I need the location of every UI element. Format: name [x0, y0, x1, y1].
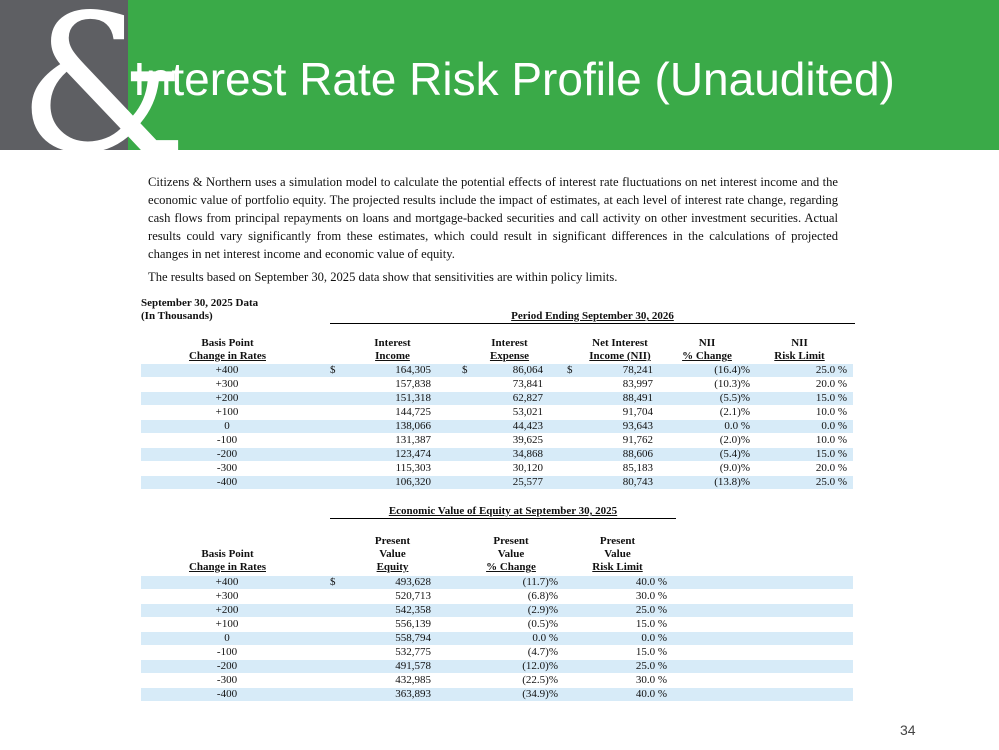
interest-income-cell: 144,725 — [395, 406, 431, 418]
eve-risk-limit-cell: 30.0 % — [635, 590, 667, 602]
present-value-equity-cell: 558,794 — [395, 632, 431, 644]
eve-table-row — [141, 674, 853, 687]
interest-expense-cell: 53,021 — [512, 406, 543, 418]
present-value-equity-cell: 491,578 — [395, 660, 431, 672]
eve-col-pct-change — [472, 535, 550, 574]
nii-risk-limit-cell: 25.0 % — [815, 476, 847, 488]
units-label: (In Thousands) — [141, 310, 213, 322]
nii-table-row — [141, 392, 853, 405]
currency-symbol: $ — [462, 364, 468, 376]
interest-expense-cell: 34,868 — [512, 448, 543, 460]
eve-pct-change-cell: (0.5)% — [527, 618, 558, 630]
currency-symbol: $ — [330, 576, 336, 588]
nii-period-label: Period Ending September 30, 2026 — [511, 310, 674, 322]
eve-pct-change-cell: (2.9)% — [527, 604, 558, 616]
header-text: Present — [493, 535, 529, 547]
net-interest-income-cell: 91,762 — [622, 434, 653, 446]
interest-expense-cell: 25,577 — [512, 476, 543, 488]
eve-risk-limit-cell: 40.0 % — [635, 688, 667, 700]
interest-expense-cell: 73,841 — [512, 378, 543, 390]
net-interest-income-cell: 93,643 — [622, 420, 653, 432]
present-value-equity-cell: 432,985 — [395, 674, 431, 686]
net-interest-income-cell: 78,241 — [622, 364, 653, 376]
basis-point-cell: +100 — [215, 618, 239, 630]
interest-income-cell: 131,387 — [395, 434, 431, 446]
eve-pct-change-cell: (6.8)% — [527, 590, 558, 602]
eve-col-risk-limit — [580, 535, 655, 574]
header-text: NII — [698, 337, 716, 349]
eve-period-label: Economic Value of Equity at September 30, 2025 — [388, 505, 618, 517]
nii-risk-limit-cell: 20.0 % — [815, 462, 847, 474]
basis-point-cell: -300 — [216, 462, 238, 474]
basis-point-cell: 0 — [224, 632, 230, 644]
eve-risk-limit-cell: 0.0 % — [641, 632, 667, 644]
eve-risk-limit-cell: 25.0 % — [635, 660, 667, 672]
eve-pct-change-cell: (22.5)% — [522, 674, 558, 686]
basis-point-cell: +400 — [215, 364, 239, 376]
nii-col-risk-limit — [762, 337, 837, 363]
nii-period-header — [330, 310, 855, 324]
eve-period-header — [330, 505, 676, 519]
header-text: Basis Point — [201, 548, 254, 560]
currency-symbol: $ — [330, 364, 336, 376]
header-text: % Change — [682, 350, 732, 362]
header-text: Income (NII) — [589, 350, 651, 362]
basis-point-cell: -100 — [216, 646, 238, 658]
present-value-equity-cell: 556,139 — [395, 618, 431, 630]
header-text: Change in Rates — [188, 561, 266, 573]
present-value-equity-cell: 363,893 — [395, 688, 431, 700]
net-interest-income-cell: 80,743 — [622, 476, 653, 488]
present-value-equity-cell: 532,775 — [395, 646, 431, 658]
eve-table-row — [141, 688, 853, 701]
header-text: Value — [604, 548, 631, 560]
interest-income-cell: 123,474 — [395, 448, 431, 460]
interest-income-cell: 164,305 — [395, 364, 431, 376]
nii-pct-change-cell: (5.4)% — [719, 448, 750, 460]
nii-pct-change-cell: (5.5)% — [719, 392, 750, 404]
nii-table-row — [141, 434, 853, 447]
header-text: % Change — [486, 561, 536, 573]
nii-pct-change-cell: 0.0 % — [724, 420, 750, 432]
basis-point-cell: -300 — [216, 674, 238, 686]
header-text: Expense — [489, 350, 530, 362]
interest-income-cell: 106,320 — [395, 476, 431, 488]
basis-point-cell: +300 — [215, 378, 239, 390]
header-text: Value — [379, 548, 406, 560]
basis-point-cell: +200 — [215, 604, 239, 616]
nii-risk-limit-cell: 10.0 % — [815, 406, 847, 418]
interest-expense-cell: 86,064 — [512, 364, 543, 376]
nii-table-row — [141, 448, 853, 461]
nii-table-row — [141, 406, 853, 419]
present-value-equity-cell: 520,713 — [395, 590, 431, 602]
nii-risk-limit-cell: 15.0 % — [815, 392, 847, 404]
eve-risk-limit-cell: 30.0 % — [635, 674, 667, 686]
nii-pct-change-cell: (16.4)% — [714, 364, 750, 376]
eve-pct-change-cell: 0.0 % — [532, 632, 558, 644]
page-number: 34 — [900, 722, 916, 738]
nii-table-row — [141, 462, 853, 475]
net-interest-income-cell: 88,491 — [622, 392, 653, 404]
eve-pct-change-cell: (34.9)% — [522, 688, 558, 700]
header-text: Change in Rates — [188, 350, 266, 362]
interest-income-cell: 151,318 — [395, 392, 431, 404]
nii-pct-change-cell: (9.0)% — [719, 462, 750, 474]
nii-table-row — [141, 476, 853, 489]
interest-income-cell: 138,066 — [395, 420, 431, 432]
header-text: Interest — [374, 337, 411, 349]
header-text: Income — [375, 350, 410, 362]
header-text: Value — [497, 548, 525, 560]
net-interest-income-cell: 85,183 — [622, 462, 653, 474]
eve-table-row — [141, 646, 853, 659]
nii-col-basis-point — [160, 337, 295, 363]
header-text: Interest — [491, 337, 528, 349]
eve-table-row — [141, 604, 853, 617]
interest-expense-cell: 44,423 — [512, 420, 543, 432]
nii-table-row — [141, 420, 853, 433]
basis-point-cell: +200 — [215, 392, 239, 404]
net-interest-income-cell: 83,997 — [622, 378, 653, 390]
eve-table-row — [141, 618, 853, 631]
nii-table-data-label — [141, 297, 258, 323]
header-text: Present — [374, 535, 411, 547]
eve-pct-change-cell: (12.0)% — [522, 660, 558, 672]
nii-col-interest-expense — [472, 337, 547, 363]
data-date-label: September 30, 2025 Data — [141, 297, 259, 309]
basis-point-cell: +400 — [215, 576, 239, 588]
eve-risk-limit-cell: 40.0 % — [635, 576, 667, 588]
nii-col-net-interest-income — [575, 337, 665, 363]
eve-table-row — [141, 632, 853, 645]
nii-pct-change-cell: (10.3)% — [714, 378, 750, 390]
header-text: NII — [791, 337, 808, 349]
header-text: Basis Point — [201, 337, 254, 349]
header-text: Risk Limit — [774, 350, 825, 362]
eve-col-basis-point — [160, 548, 295, 574]
eve-pct-change-cell: (4.7)% — [527, 646, 558, 658]
nii-table-row — [141, 364, 853, 377]
eve-table-row — [141, 576, 853, 589]
eve-col-present-value-equity — [355, 535, 430, 574]
present-value-equity-cell: 493,628 — [395, 576, 431, 588]
nii-risk-limit-cell: 15.0 % — [815, 448, 847, 460]
svg-text:&: & — [18, 0, 188, 195]
nii-pct-change-cell: (13.8)% — [714, 476, 750, 488]
nii-risk-limit-cell: 20.0 % — [815, 378, 847, 390]
basis-point-cell: +100 — [215, 406, 239, 418]
eve-risk-limit-cell: 25.0 % — [635, 604, 667, 616]
interest-expense-cell: 30,120 — [512, 462, 543, 474]
header-text: Net Interest — [592, 337, 648, 349]
nii-table-row — [141, 378, 853, 391]
eve-table-row — [141, 660, 853, 673]
basis-point-cell: -400 — [216, 688, 238, 700]
eve-table-row — [141, 590, 853, 603]
eve-pct-change-cell: (11.7)% — [522, 576, 558, 588]
basis-point-cell: 0 — [224, 420, 230, 432]
interest-income-cell: 157,838 — [395, 378, 431, 390]
currency-symbol: $ — [567, 364, 573, 376]
policy-note: The results based on September 30, 2025 data show that sensitivities are within policy limits. — [148, 270, 618, 284]
interest-income-cell: 115,303 — [395, 462, 431, 474]
header-text: Risk Limit — [592, 561, 643, 573]
header-text: Present — [599, 535, 636, 547]
header-text: Equity — [376, 561, 409, 573]
nii-col-pct-change — [672, 337, 742, 363]
nii-risk-limit-cell: 10.0 % — [815, 434, 847, 446]
basis-point-cell: -400 — [216, 476, 238, 488]
interest-expense-cell: 39,625 — [512, 434, 543, 446]
basis-point-cell: +300 — [215, 590, 239, 602]
interest-expense-cell: 62,827 — [512, 392, 543, 404]
present-value-equity-cell: 542,358 — [395, 604, 431, 616]
basis-point-cell: -200 — [216, 660, 238, 672]
net-interest-income-cell: 91,704 — [622, 406, 653, 418]
eve-risk-limit-cell: 15.0 % — [635, 646, 667, 658]
nii-risk-limit-cell: 0.0 % — [821, 420, 847, 432]
intro-paragraph: Citizens & Northern uses a simulation model to calculate the potential effects of interest rate fluctuations on net interest income and the economic value of portfolio equity. The projected results include the impact of estimates, at each level of interest rate change, regarding cash flows from principal repayments on loans and mortgage-backed securities and call activity on other investment securities. Actual results could vary significantly from these estimates, which could result in significant differences in the calculations of projected changes in net interest income and economic value of equity. — [148, 175, 838, 261]
nii-pct-change-cell: (2.1)% — [719, 406, 750, 418]
basis-point-cell: -200 — [216, 448, 238, 460]
slide-title: Interest Rate Risk Profile (Unaudited) — [133, 53, 895, 105]
basis-point-cell: -100 — [216, 434, 238, 446]
nii-pct-change-cell: (2.0)% — [719, 434, 750, 446]
nii-col-interest-income — [355, 337, 430, 363]
nii-risk-limit-cell: 25.0 % — [815, 364, 847, 376]
eve-risk-limit-cell: 15.0 % — [635, 618, 667, 630]
net-interest-income-cell: 88,606 — [622, 448, 653, 460]
